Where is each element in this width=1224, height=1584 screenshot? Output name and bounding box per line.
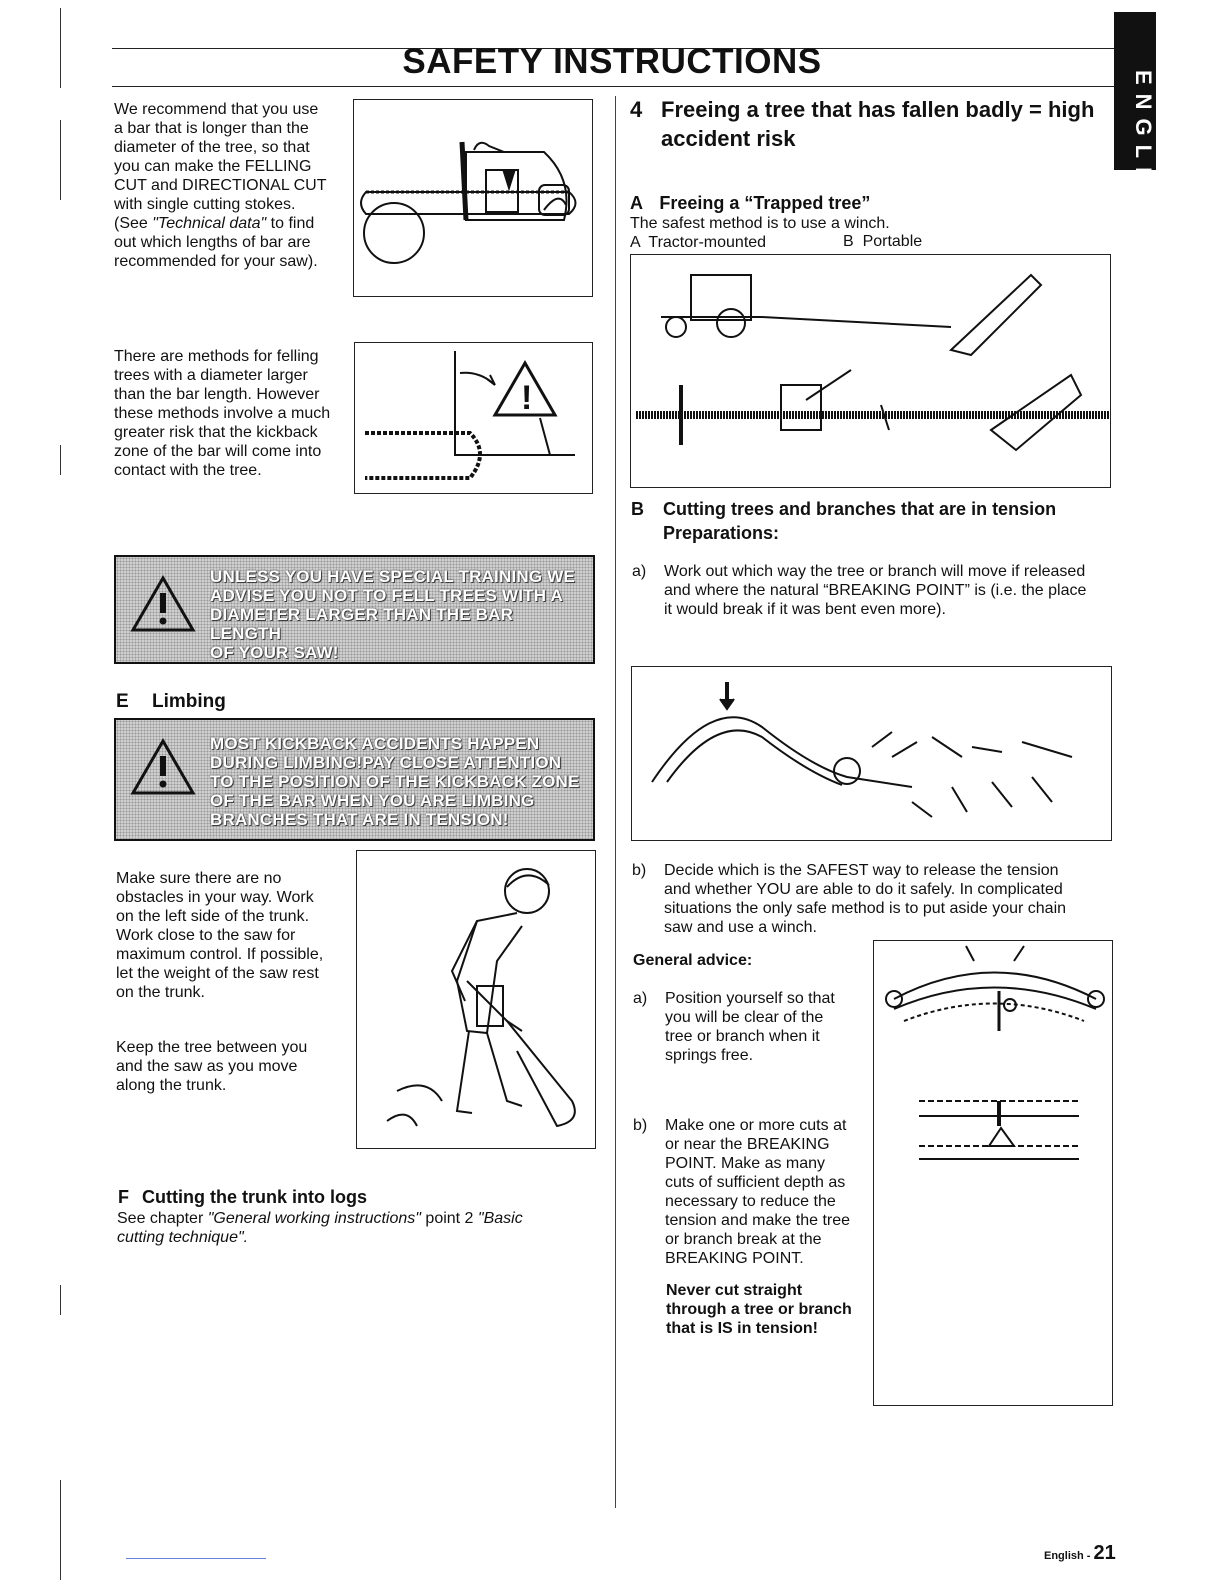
- text-line: BREAKING POINT.: [665, 1250, 804, 1267]
- text-line: greater risk that the kickback: [114, 424, 318, 441]
- page-title: SAFETY INSTRUCTIONS: [402, 42, 822, 81]
- section-number: 4: [630, 97, 643, 122]
- text-line: or branch break at the: [665, 1231, 822, 1248]
- text-line: these methods involve a much: [114, 405, 331, 422]
- item-body: [664, 562, 1086, 619]
- text-line: with single cutting stokes.: [114, 196, 296, 213]
- text-line: POINT. Make as many: [665, 1155, 826, 1172]
- text-line: OF THE BAR WHEN YOU ARE LIMBING: [210, 791, 535, 810]
- kickback-zone-illustration: [354, 342, 593, 494]
- section-title: Cutting the trunk into logs: [142, 1187, 367, 1207]
- section-a-heading: [630, 193, 870, 214]
- page-number: [1044, 1542, 1116, 1565]
- bent-tree-illustration: [631, 666, 1112, 841]
- text-line: out which lengths of bar are: [114, 234, 311, 251]
- section-title: Limbing: [151, 691, 226, 712]
- text-span: to find: [266, 215, 315, 232]
- text-line: DURING LIMBING!PAY CLOSE ATTENTION: [210, 753, 562, 772]
- text-line: on the trunk.: [116, 984, 205, 1001]
- text-line: springs free.: [665, 1047, 754, 1064]
- text-line: UNLESS YOU HAVE SPECIAL TRAINING WE: [210, 567, 575, 586]
- item-label: a): [633, 990, 648, 1007]
- limbing-paragraph: [116, 869, 352, 1002]
- text-line: it would break if it was bent even more).: [664, 601, 946, 618]
- section-letter: B: [631, 499, 644, 519]
- tension-cut-illustration: [873, 940, 1113, 1406]
- item-body: [664, 861, 1066, 937]
- text-line: Keep the tree between you: [116, 1039, 308, 1056]
- section-title: Cutting trees and branches that are in tension: [663, 499, 1057, 519]
- text-line: and where the natural “BREAKING POINT” is (i.e. the place: [664, 582, 1087, 599]
- text-line: let the weight of the saw rest: [116, 965, 319, 982]
- header-rule-bottom: [112, 86, 1116, 87]
- text-line: We recommend that you use: [114, 101, 319, 118]
- text-line: and whether YOU are able to do it safely. In complicated: [664, 881, 1063, 898]
- warning-text: [210, 567, 585, 662]
- winch-label-a: A Tractor-mounted: [630, 234, 767, 251]
- text-line: recommended for your saw).: [114, 253, 318, 270]
- text-line: saw and use a winch.: [664, 919, 817, 936]
- section-f-text: [117, 1209, 577, 1247]
- section-a-text: The safest method is to use a winch.: [630, 215, 890, 232]
- margin-mark: [60, 8, 61, 88]
- tension-cut-drawing: [874, 941, 1111, 1404]
- methods-paragraph: [114, 347, 354, 480]
- text-span: point 2: [420, 1210, 478, 1227]
- margin-mark: [60, 445, 61, 475]
- section-letter: E: [116, 691, 129, 712]
- page-number-value: 21: [1093, 1542, 1116, 1564]
- limbing-paragraph-2: [116, 1038, 352, 1095]
- text-span: (See: [114, 215, 153, 232]
- text-line: Work out which way the tree or branch will move if released: [664, 563, 1086, 580]
- text-line: and the saw as you move: [116, 1058, 298, 1075]
- warning-triangle-icon: [130, 575, 196, 633]
- text-line: zone of the bar will come into: [114, 443, 322, 460]
- reference-italic: "General working instructions": [207, 1210, 421, 1227]
- text-line: contact with the tree.: [114, 462, 262, 479]
- general-advice-heading: General advice:: [633, 952, 753, 969]
- language-tab-label: ENGLISH: [1131, 70, 1156, 231]
- limbing-worker-illustration: [356, 850, 596, 1149]
- text-line: [117, 1209, 577, 1228]
- text-line: There are methods for felling: [114, 348, 319, 365]
- footer-link-line: [126, 1558, 266, 1559]
- section-title: Freeing a tree that has fallen badly = high: [661, 97, 1095, 122]
- text-line: situations the only safe method is to put aside your chain: [664, 900, 1067, 917]
- winch-illustration: [630, 254, 1111, 488]
- chainsaw-drawing: [354, 100, 591, 295]
- text-line: Decide which is the SAFEST way to release the tension: [664, 862, 1059, 879]
- text-line: you can make the FELLING: [114, 158, 312, 175]
- text-line: BRANCHES THAT ARE IN TENSION!: [210, 810, 509, 829]
- text-line: MOST KICKBACK ACCIDENTS HAPPEN: [210, 734, 540, 753]
- text-line: a bar that is longer than the: [114, 120, 309, 137]
- text-line: maximum control. If possible,: [116, 946, 324, 963]
- text-line: tree or branch when it: [665, 1028, 820, 1045]
- section-e-heading: [116, 691, 226, 713]
- reference-italic: cutting technique".: [117, 1229, 249, 1246]
- page-number-prefix: English -: [1044, 1550, 1094, 1562]
- item-label: b): [633, 1117, 648, 1134]
- text-line: TO THE POSITION OF THE KICKBACK ZONE: [210, 772, 580, 791]
- bar-length-paragraph: [114, 100, 350, 271]
- text-line: Make one or more cuts at: [665, 1117, 847, 1134]
- text-line: Work close to the saw for: [116, 927, 296, 944]
- item-label: a): [632, 563, 647, 580]
- text-line: you will be clear of the: [665, 1009, 824, 1026]
- section-letter: A: [630, 193, 643, 213]
- text-line: cuts of sufficient depth as: [665, 1174, 846, 1191]
- chainsaw-illustration: [353, 99, 593, 297]
- item-body: [665, 989, 835, 1065]
- text-line: tension and make the tree: [665, 1212, 851, 1229]
- svg-text:!: !: [521, 379, 533, 417]
- text-line: [117, 1228, 577, 1247]
- item-label: b): [632, 862, 647, 879]
- column-divider: [615, 96, 616, 1508]
- text-line: obstacles in your way. Work: [116, 889, 314, 906]
- text-line: CUT and DIRECTIONAL CUT: [114, 177, 327, 194]
- margin-mark: [60, 1480, 61, 1580]
- text-line: necessary to reduce the: [665, 1193, 836, 1210]
- winch-drawing: [631, 255, 1109, 486]
- section-title: accident risk: [661, 126, 796, 151]
- text-line: than the bar length. However: [114, 386, 320, 403]
- text-line: on the left side of the trunk.: [116, 908, 310, 925]
- reference-italic: "Basic: [477, 1210, 523, 1227]
- warning-triangle-icon: [130, 738, 196, 796]
- text-line: Position yourself so that: [665, 990, 835, 1007]
- section-letter: F: [118, 1187, 129, 1207]
- text-line: DIAMETER LARGER THAN THE BAR LENGTH: [210, 605, 514, 643]
- text-line: diameter of the tree, so that: [114, 139, 310, 156]
- text-line: that is IS in tension!: [666, 1320, 819, 1337]
- section-title: Freeing a “Trapped tree”: [659, 193, 871, 213]
- margin-mark: [60, 120, 61, 200]
- item-body: [665, 1116, 850, 1268]
- kickback-drawing: [355, 343, 591, 492]
- worker-drawing: [357, 851, 594, 1147]
- text-line: through a tree or branch: [666, 1301, 852, 1318]
- text-line: trees with a diameter larger: [114, 367, 308, 384]
- text-span: See chapter: [117, 1210, 208, 1227]
- margin-mark: [60, 1285, 61, 1315]
- warning-text: [210, 734, 585, 829]
- warning-box-limbing: [114, 718, 595, 841]
- reference-italic: "Technical data": [152, 215, 267, 232]
- warning-box-large-diameter: [114, 555, 595, 664]
- text-line: Make sure there are no: [116, 870, 282, 887]
- bent-tree-drawing: [632, 667, 1110, 839]
- text-line: Never cut straight: [666, 1282, 803, 1299]
- text-line: OF YOUR SAW!: [210, 643, 339, 662]
- text-line: [114, 214, 350, 233]
- never-cut-warning: [666, 1281, 852, 1338]
- winch-label-b: B Portable: [843, 233, 923, 250]
- text-line: along the trunk.: [116, 1077, 227, 1094]
- text-line: ADVISE YOU NOT TO FELL TREES WITH A: [210, 586, 564, 605]
- language-tab: [1114, 12, 1156, 231]
- section-subtitle: Preparations:: [663, 523, 780, 543]
- section-f-heading: [118, 1187, 367, 1208]
- text-line: or near the BREAKING: [665, 1136, 830, 1153]
